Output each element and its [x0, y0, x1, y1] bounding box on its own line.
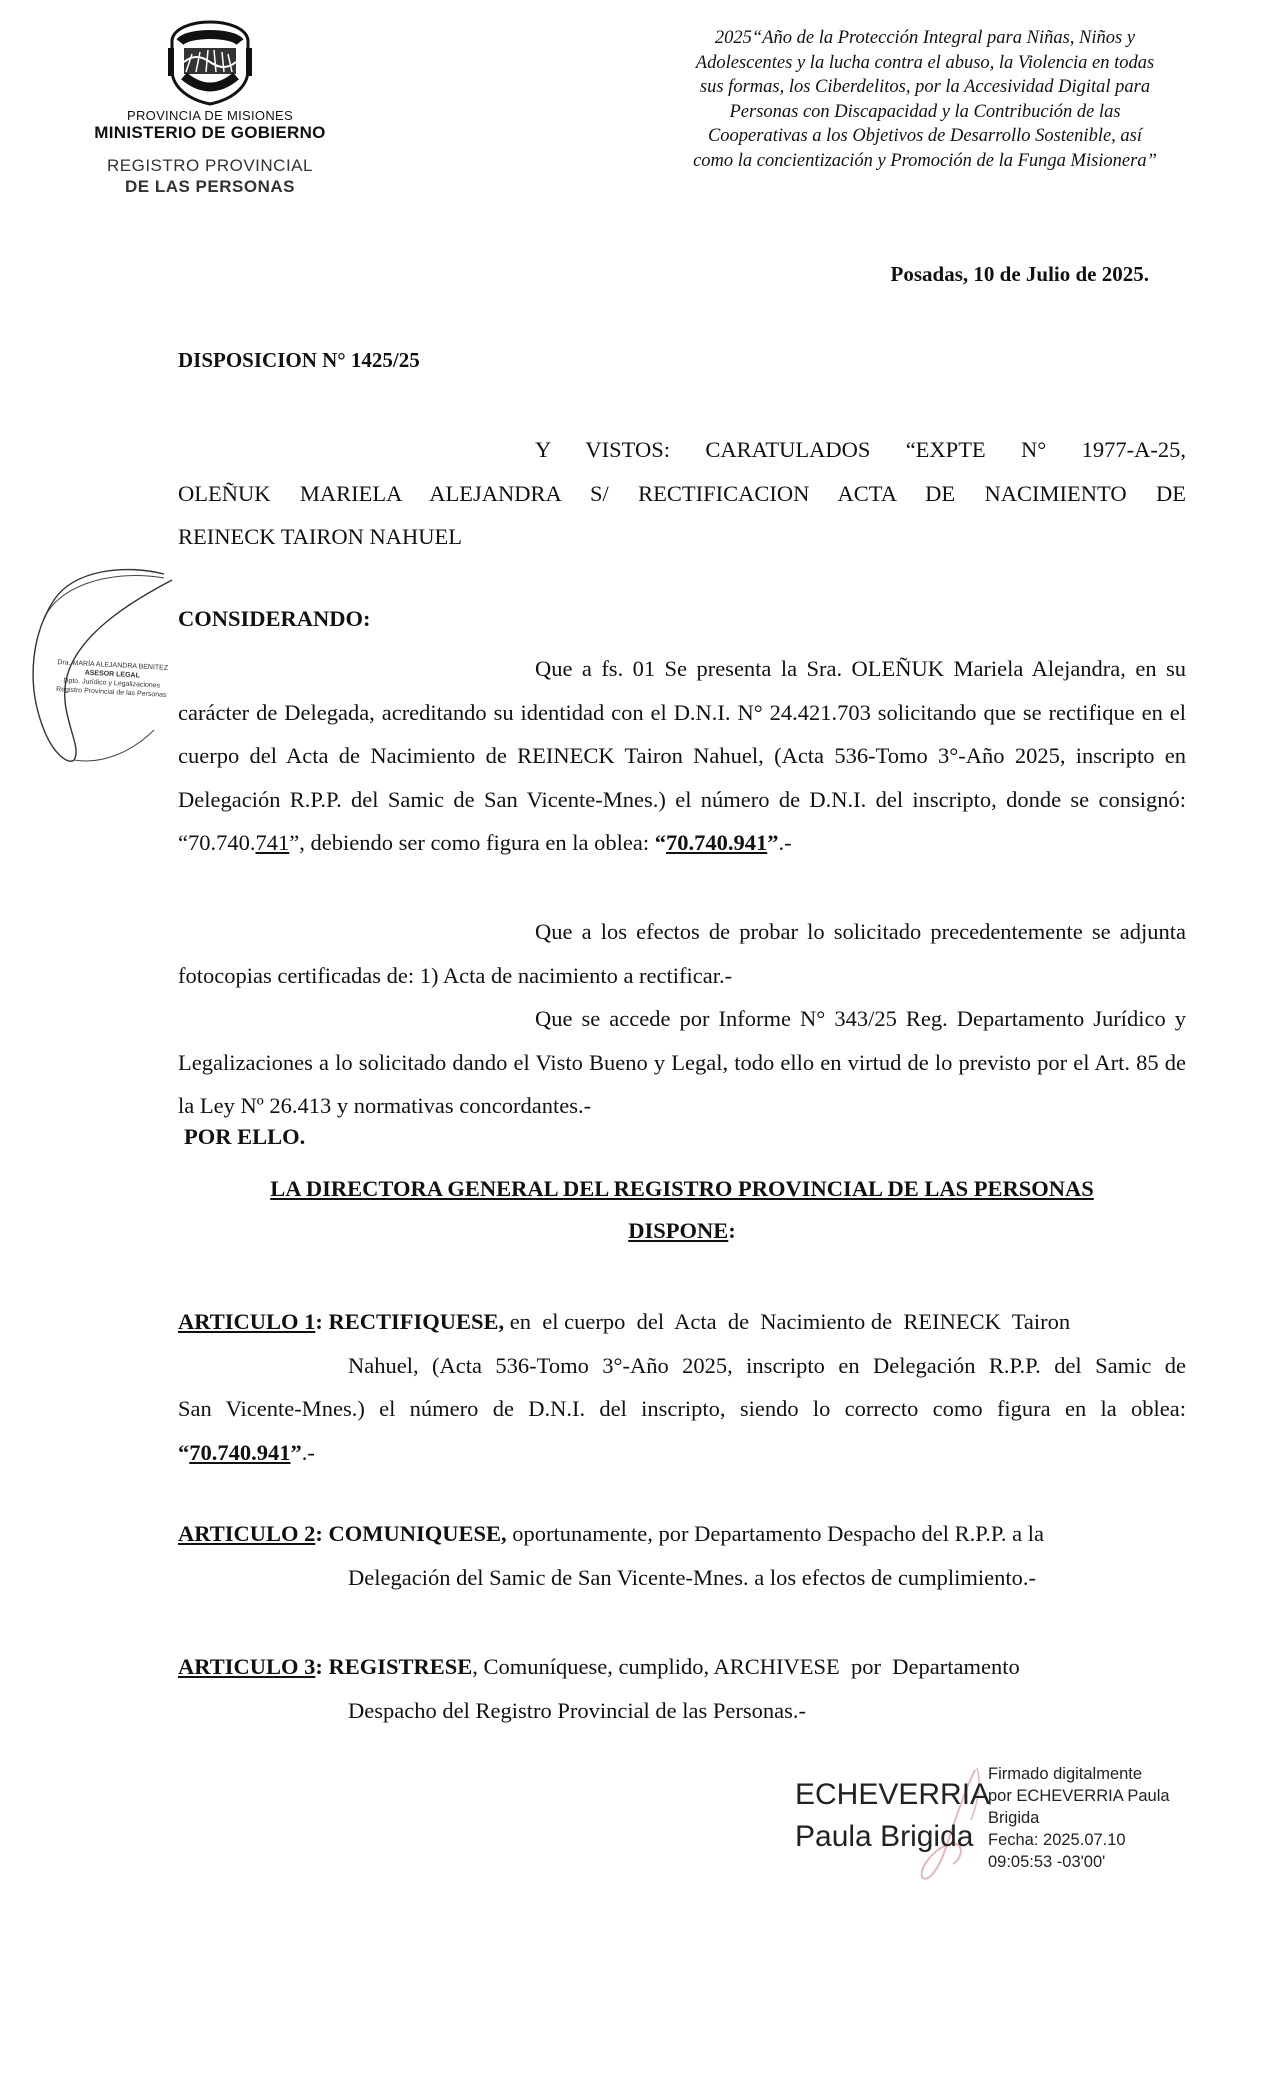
articulo-2-line1-rest: oportunamente, por Departamento Despacho del R.P.P. a la — [506, 1521, 1045, 1546]
motto-line: 2025“Año de la Protección Integral para Niñas, Niños y — [714, 28, 1136, 48]
p1-end: .- — [778, 830, 792, 855]
year-motto — [640, 26, 1210, 173]
motto-line: Cooperativas a los Objetivos de Desarrollo Sostenible, así — [707, 126, 1143, 146]
articulo-1-line-3: San Vicente-Mnes.) el número de D.N.I. del inscripto, siendo lo correcto como figura en la oblea: — [178, 1396, 1186, 1421]
vistos-line-2: OLEÑUK MARIELA ALEJANDRA S/ RECTIFICACION ACTA DE NACIMIENTO DE — [178, 480, 1186, 506]
articulo-3-line-1 — [178, 1645, 1186, 1689]
considerando-paragraph-1 — [178, 647, 1186, 865]
p1-wrong-digits: 741 — [255, 830, 290, 855]
stamp-line: ASESOR LEGAL — [84, 669, 140, 680]
registry-name — [80, 155, 340, 197]
motto-line: como la concientización y Promoción de la Funga Misionera” — [693, 150, 1157, 171]
articulo-3-label: ARTICULO 3 — [178, 1654, 316, 1679]
dispone-word: DISPONE — [628, 1218, 729, 1243]
signer-surname: ECHEVERRIA — [795, 1778, 991, 1811]
articulo-1-close-quote: ” — [290, 1439, 302, 1465]
p1-mid: ”, debiendo ser como figura en la oblea: — [289, 830, 655, 855]
articulo-3 — [178, 1645, 1186, 1732]
articulo-2-line-2: Delegación del Samic de San Vicente-Mnes. a los efectos de cumplimiento.- — [348, 1564, 1037, 1590]
articulo-1-label: ARTICULO 1 — [178, 1309, 316, 1334]
signature-info-line: Fecha: 2025.07.10 — [988, 1831, 1126, 1849]
vistos-line-3: REINECK TAIRON NAHUEL — [178, 524, 463, 549]
vistos-line-1: Y VISTOS: CARATULADOS “EXPTE N° 1977-A-25, — [535, 437, 1186, 462]
disposicion-title: DISPOSICION N° 1425/25 — [178, 348, 420, 372]
articulo-1-line-2: Nahuel, (Acta 536-Tomo 3°-Año 2025, inscripto en Delegación R.P.P. del Samic de — [348, 1352, 1186, 1378]
considerando-paragraph-2: Que a los efectos de probar lo solicitado precedentemente se adjunta fotocopias certificadas de: 1) Acta de nacimiento a rectificar.- — [178, 919, 1186, 988]
p1-text: Que a fs. 01 Se presenta la Sra. OLEÑUK Mariela Alejandra, en su carácter de Delegada, acreditando su identidad con el D.N.I. N° 24.421.703 solicitando que se rectifique en el cuerpo del Acta de Nacimiento de REINECK Tairon Nahuel, (Acta 536-Tomo 3°-Año 2025, inscripto en Delegación R.P.P. del Samic de San Vicente-Mnes.) el número de D.N.I. del inscripto, donde se consignó: “70.740. — [178, 656, 1186, 855]
dispone-colon: : — [728, 1218, 736, 1243]
motto-line: Adolescentes y la lucha contra el abuso, la Violencia en todas — [695, 52, 1155, 73]
motto-line: sus formas, los Ciberdelitos, por la Accesividad Digital para — [699, 77, 1151, 97]
dispone-line — [178, 1210, 1186, 1252]
considerando-heading: CONSIDERANDO: — [178, 606, 371, 631]
digital-signature-info — [988, 1763, 1188, 1873]
stamp-line: Dra. MARÍA ALEJANDRA BENITEZ — [57, 659, 169, 672]
signer-given-names: Paula Brigida — [795, 1820, 974, 1853]
articulo-1-line-1 — [178, 1300, 1186, 1344]
articulo-1-line1-rest: en el cuerpo del Acta de Nacimiento de REINECK Tairon — [504, 1309, 1071, 1334]
articulo-1-open-quote: “ — [178, 1439, 190, 1465]
articulo-1-line-4 — [178, 1431, 1186, 1475]
province-name: PROVINCIA DE MISIONES — [127, 108, 293, 123]
articulo-1-sep: : — [315, 1309, 329, 1334]
motto-line: Personas con Discapacidad y la Contribución de las — [729, 101, 1121, 122]
signature-info-line: Brigida — [988, 1809, 1040, 1827]
articulo-1-end: .- — [301, 1439, 315, 1465]
articulo-1-number: 70.740.941 — [189, 1439, 291, 1465]
signature-info-line: por ECHEVERRIA Paula — [988, 1787, 1170, 1805]
articulo-1 — [178, 1300, 1186, 1474]
articulo-3-verb: REGISTRESE — [328, 1654, 473, 1679]
articulo-2-verb: COMUNIQUESE, — [328, 1521, 507, 1546]
signature-info-line: 09:05:53 -03'00' — [988, 1853, 1106, 1871]
articulo-3-line-2: Despacho del Registro Provincial de las Personas.- — [348, 1697, 807, 1723]
p1-close-quote: ” — [767, 830, 779, 855]
registry-line-2-text: DE LAS PERSONAS — [125, 177, 295, 196]
articulo-2 — [178, 1512, 1186, 1599]
vistos-section — [178, 428, 1186, 559]
directora-line: LA DIRECTORA GENERAL DEL REGISTRO PROVINCIAL DE LAS PERSONAS — [270, 1176, 1094, 1201]
ministry-name: MINISTERIO DE GOBIERNO — [94, 123, 326, 142]
registry-line-1: REGISTRO PROVINCIAL — [107, 156, 313, 175]
articulo-3-line1-rest: , Comuníquese, cumplido, ARCHIVESE por Departamento — [472, 1654, 1020, 1679]
place-date: Posadas, 10 de Julio de 2025. — [890, 262, 1149, 286]
stamp-line: Dpto. Jurídico y Legalizaciones — [63, 677, 161, 690]
stamp-line: Registro Provincial de las Personas — [55, 686, 167, 699]
articulo-2-sep: : — [315, 1521, 329, 1546]
por-ello: POR ELLO. — [184, 1124, 306, 1149]
p1-open-quote: “ — [654, 830, 666, 855]
directora-heading — [178, 1168, 1186, 1252]
articulo-1-verb: RECTIFIQUESE, — [328, 1309, 505, 1334]
signature-info-line: Firmado digitalmente — [988, 1765, 1143, 1783]
ministry-logo-block — [80, 18, 340, 197]
articulo-2-line-1 — [178, 1512, 1186, 1556]
articulo-2-label: ARTICULO 2 — [178, 1521, 316, 1546]
legal-advisor-stamp — [51, 658, 173, 700]
considerando-paragraph-3: Que se accede por Informe N° 343/25 Reg. Departamento Jurídico y Legalizaciones a lo solicitado dando el Visto Bueno y Legal, todo ello en virtud de lo previsto por el Art. 85 de la Ley Nº 26.413 y normativas concordantes.- — [178, 1006, 1186, 1118]
p1-correct-number: 70.740.941 — [665, 830, 768, 855]
registry-line-2 — [80, 176, 340, 197]
province-crest-icon — [162, 18, 258, 106]
articulo-3-sep: : — [315, 1654, 329, 1679]
